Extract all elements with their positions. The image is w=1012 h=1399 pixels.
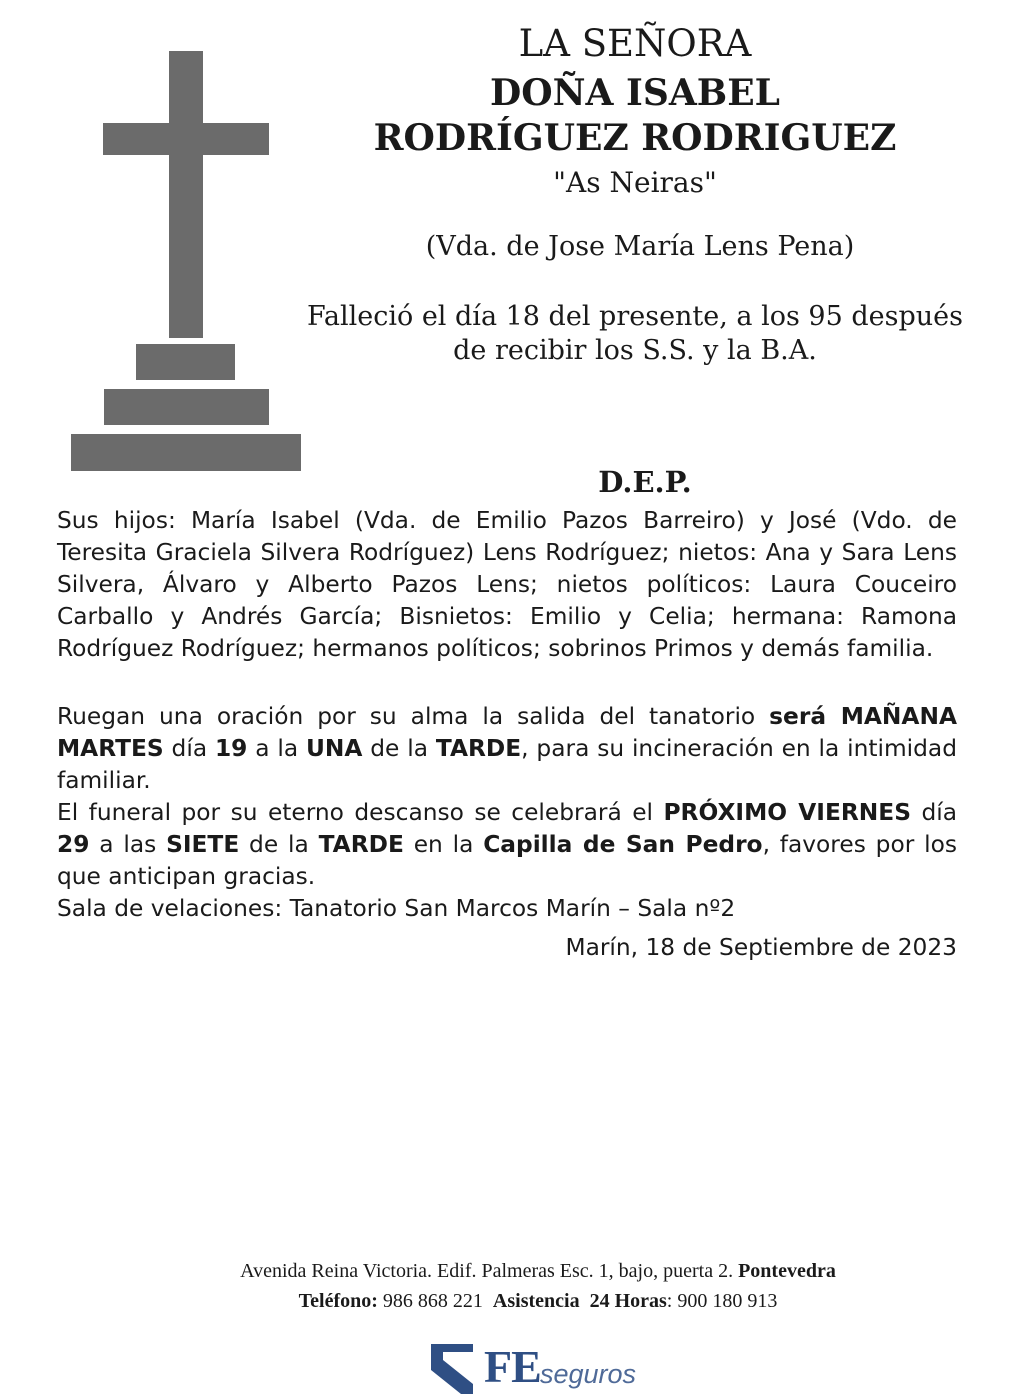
funeral-day: PRÓXIMO VIERNES — [663, 799, 911, 826]
cross-step-middle — [104, 389, 269, 425]
intro-title: LA SEÑORA — [518, 22, 752, 65]
death-announcement — [285, 300, 985, 368]
death-line-1: Falleció el día 18 del presente, a los 95 después — [306, 301, 963, 332]
family-paragraph: Sus hijos: María Isabel (Vda. de Emilio Pazos Barreiro) y José (Vdo. de Teresita Graciela Silvera Rodríguez) Lens Rodríguez; nietos: Ana y Sara Lens Silvera, Álvaro y Alberto Pazos Lens; nietos políticos: Laura Couceiro Carballo y Andrés García; Bisnietos: Emilio y Celia; hermana: Ramona Rodríguez Rodríguez; hermanos políticos; sobrinos Primos y demás familia. — [57, 507, 957, 662]
funeral-paragraph — [57, 797, 957, 893]
prayer-hour: UNA — [305, 735, 363, 762]
prayer-date: 19 — [214, 735, 248, 762]
deceased-name-line1: DOÑA ISABEL — [490, 72, 780, 114]
funeral-hour: SIETE — [166, 831, 240, 858]
cross-horizontal-bar — [103, 123, 269, 155]
phone-label: Teléfono: — [298, 1290, 378, 1312]
funeral-text: El funeral por su eterno descanso se celebrará el — [57, 799, 664, 826]
address-city: Pontevedra — [738, 1260, 836, 1282]
prayer-text: día — [163, 735, 215, 762]
funeral-home-contact — [130, 1256, 946, 1316]
prayer-period: TARDE — [435, 735, 522, 762]
prayer-text: Ruegan una oración por su alma la salida del tanatorio — [57, 703, 770, 730]
logo-seguros-text: seguros — [540, 1359, 637, 1389]
prayer-text: a la — [247, 735, 306, 762]
funeral-text: de la — [239, 831, 319, 858]
deceased-nickname: "As Neiras" — [553, 166, 717, 199]
funeral-text: a las — [89, 831, 167, 858]
death-line-2: de recibir los S.S. y la B.A. — [453, 335, 817, 366]
assistance-phone: : 900 180 913 — [666, 1290, 778, 1312]
viewing-room: Sala de velaciones: Tanatorio San Marcos Marín – Sala nº2 — [57, 895, 736, 922]
dep-heading: D.E.P. — [598, 465, 692, 499]
place-date: Marín, 18 de Septiembre de 2023 — [565, 934, 957, 961]
funeral-text: día — [910, 799, 957, 826]
logo-mark-icon — [429, 1340, 479, 1396]
prayer-day: será MAÑANA MARTES — [57, 703, 957, 762]
cross-vertical-bar — [169, 51, 203, 338]
prayer-text: , para su incineración en la intimidad familiar. — [57, 735, 957, 794]
logo-fe-text: FE — [484, 1341, 541, 1392]
funeral-period: TARDE — [318, 831, 404, 858]
address-text: Avenida Reina Victoria. Edif. Palmeras Esc. 1, bajo, puerta 2. — [240, 1260, 739, 1282]
fe-seguros-logo — [429, 1340, 669, 1396]
funeral-text: , favores por los que anticipan gracias. — [57, 831, 957, 890]
funeral-date: 29 — [57, 831, 90, 858]
widow-of: (Vda. de Jose María Lens Pena) — [425, 231, 855, 262]
funeral-text: en la — [403, 831, 484, 858]
prayer-paragraph — [57, 701, 957, 797]
cross-step-bottom — [71, 434, 301, 471]
cross-step-top — [136, 344, 235, 380]
prayer-text: de la — [362, 735, 436, 762]
funeral-location: Capilla de San Pedro — [483, 831, 763, 858]
deceased-name-line2: RODRÍGUEZ RODRIGUEZ — [373, 117, 897, 159]
phone-number: 986 868 221 — [377, 1290, 493, 1312]
assistance-label: Asistencia 24 Horas — [492, 1290, 667, 1312]
